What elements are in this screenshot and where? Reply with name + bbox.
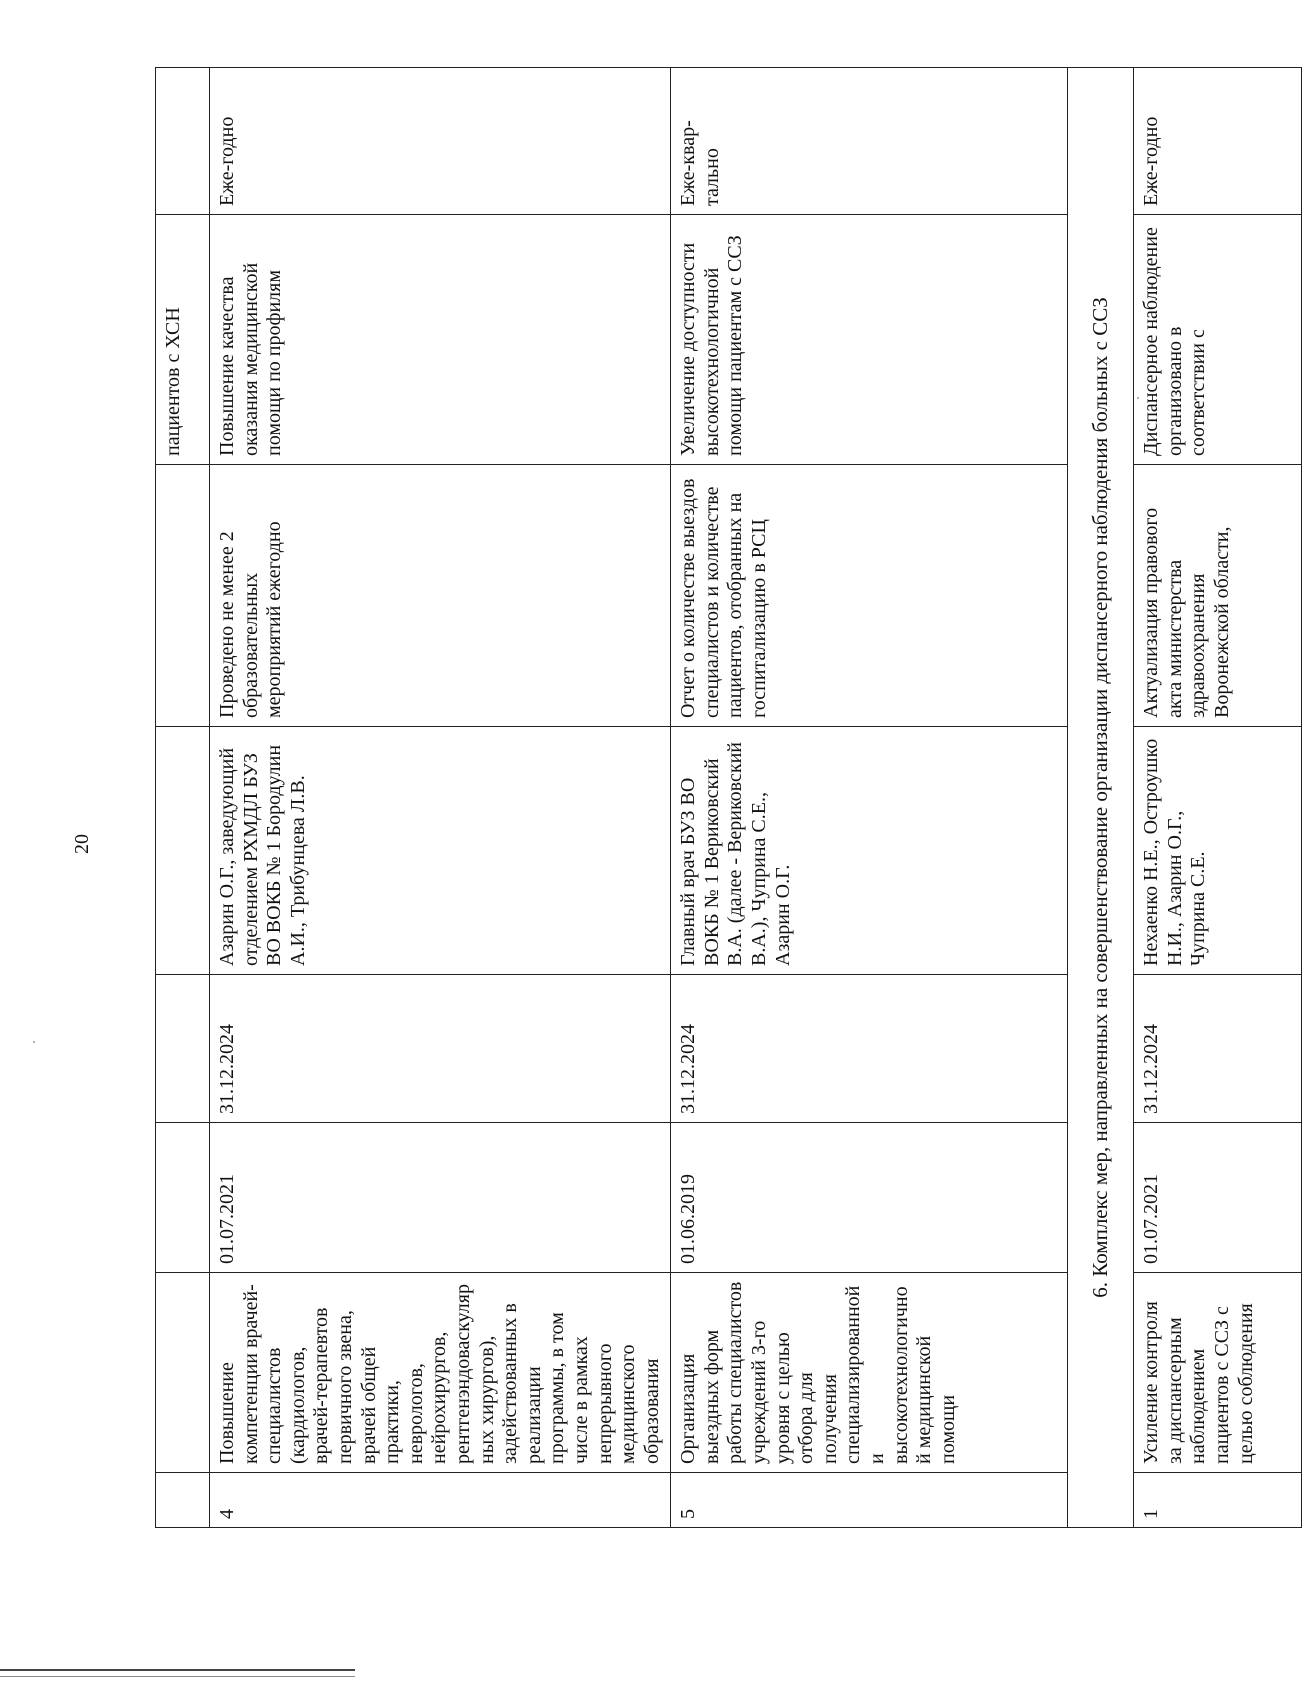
responsible-cell: Главный врач БУЗ ВО ВОКБ № 1 Вериковский В.А. (далее - Вериковский В.А.), Чуприна С.Е., Азарин О.Г.	[671, 727, 1068, 975]
table-cell	[156, 1473, 210, 1528]
frequency-cell: Еже-квар-тально	[671, 68, 1068, 215]
result-cell: Отчет о количестве выездов специалистов и количестве пациентов, отобранных на госпитализацию в РСЦ	[671, 465, 1068, 727]
table-cell	[156, 975, 210, 1123]
responsible-cell: Азарин О.Г., заведующий отделением РХМДЛ БУЗ ВО ВОКБ № 1 Бородулин А.И., Трибунцева Л.В.	[210, 727, 671, 975]
event-cell: Повышение компетенции врачей-специалистов (кардиологов, врачей-терапевтов первичного звена, врачей общей практики, неврологов, нейрохирургов, рентгенэндоваскулярных хирургов), задействованных в реализации программы, в том числе в рамках непрерывного медицинского образования	[210, 1273, 671, 1473]
table-row	[1134, 68, 1302, 1528]
indicator-cell: Диспансерное наблюдение организовано в соответствии с	[1134, 215, 1302, 465]
page-number: 20	[71, 834, 93, 854]
table-cell	[156, 727, 210, 975]
plan-table	[155, 67, 1302, 1528]
indicator-cell: пациентов с ХСН	[156, 215, 210, 465]
table-row	[671, 68, 1068, 1528]
section-title: 6. Комплекс мер, направленных на совершенствование организации диспансерного наблюдения больных с ССЗ	[1068, 68, 1134, 1528]
indicator-cell: Увеличение доступности высокотехнологичной помощи пациентам с ССЗ	[671, 215, 1068, 465]
row-number: 5	[671, 1473, 1068, 1528]
start-date-cell: 01.06.2019	[671, 1123, 1068, 1273]
start-date-cell: 01.07.2021	[210, 1123, 671, 1273]
scan-edge-line	[0, 1676, 355, 1677]
result-cell: Проведено не менее 2 образовательных мероприятий ежегодно	[210, 465, 671, 727]
event-cell: Усиление контроля за диспансерным наблюдением пациентов с ССЗ с целью соблюдения	[1134, 1273, 1302, 1473]
indicator-cell: Повышение качества оказания медицинской помощи по профилям	[210, 215, 671, 465]
end-date-cell: 31.12.2024	[671, 975, 1068, 1123]
table-cell	[156, 68, 210, 215]
scan-speck	[1137, 397, 1139, 399]
table-cell	[156, 1123, 210, 1273]
table-row	[1068, 68, 1134, 1528]
scan-edge-line	[0, 1669, 355, 1671]
table-row	[156, 68, 210, 1528]
row-number: 1	[1134, 1473, 1302, 1528]
scan-speck	[33, 1041, 35, 1043]
end-date-cell: 31.12.2024	[1134, 975, 1302, 1123]
responsible-cell: Нехаенко Н.Е., Остроушко Н.И., Азарин О.Г., Чуприна С.Е.	[1134, 727, 1302, 975]
result-cell: Актуализация правового акта министерства здравоохранения Воронежской области,	[1134, 465, 1302, 727]
start-date-cell: 01.07.2021	[1134, 1123, 1302, 1273]
frequency-cell: Еже-годно	[1134, 68, 1302, 215]
row-number: 4	[210, 1473, 671, 1528]
table-cell	[156, 1273, 210, 1473]
end-date-cell: 31.12.2024	[210, 975, 671, 1123]
rotated-table	[155, 68, 1257, 1528]
table-cell	[156, 465, 210, 727]
event-cell: Организация выездных форм работы специалистов учреждений 3-го уровня с целью отбора для получения специализированной и высокотехнологичной медицинской помощи	[671, 1273, 1068, 1473]
table-row	[210, 68, 671, 1528]
frequency-cell: Еже-годно	[210, 68, 671, 215]
